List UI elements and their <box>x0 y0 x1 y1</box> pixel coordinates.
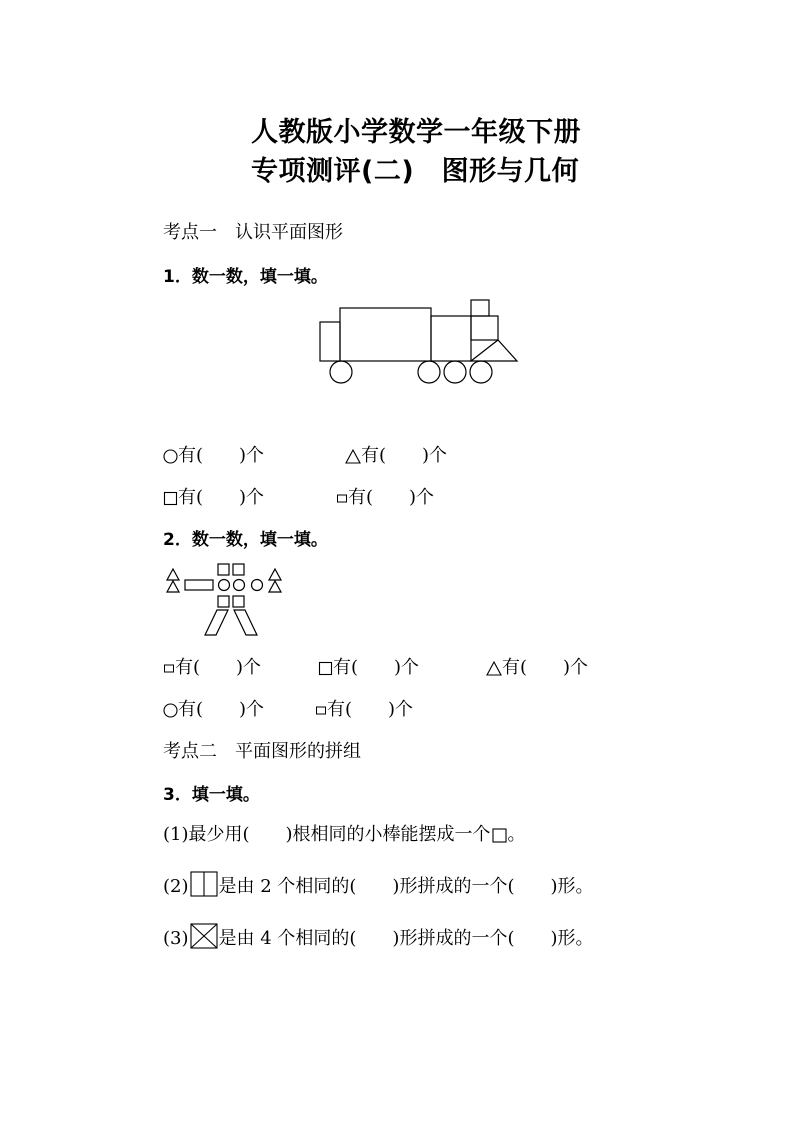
rectangle-icon <box>336 491 348 506</box>
q3-item-3: (3) 是由 4 个相同的( )形拼成的一个( )形。 <box>163 922 593 950</box>
robot-triangle <box>167 581 179 592</box>
q1-answer-triangle: 有( )个 <box>345 441 447 467</box>
train-chimney-square <box>471 300 489 316</box>
q2-answer-circle: 有( )个 <box>163 695 264 721</box>
question-1-heading: 1．数一数，填一填。 <box>163 267 328 287</box>
square-icon <box>163 491 178 506</box>
robot-circle <box>234 580 245 591</box>
circle-icon <box>163 703 178 718</box>
robot-triangle <box>269 581 281 592</box>
square-icon <box>318 661 333 676</box>
rectangle-icon <box>163 661 175 676</box>
square-icon <box>491 827 508 844</box>
circle-icon <box>163 449 178 464</box>
train-wheel-circle <box>444 361 466 383</box>
robot-square <box>233 564 244 575</box>
robot-square <box>218 564 229 575</box>
train-body-rectangle <box>340 308 431 361</box>
robot-circle <box>219 580 230 591</box>
triangle-icon <box>345 449 361 464</box>
train-front-rectangle <box>471 316 498 340</box>
q1-answer-square: 有( )个 <box>163 483 264 509</box>
section-heading-2: 考点二 平面图形的拼组 <box>163 741 361 762</box>
train-figure <box>300 295 530 395</box>
train-wheel-circle <box>330 361 352 383</box>
q2-answer-triangle: 有( )个 <box>486 653 588 679</box>
q3-item-1: (1)最少用( )根相同的小棒能摆成一个 。 <box>163 824 526 845</box>
parallelogram-icon <box>315 703 327 718</box>
train-cabin-square <box>431 316 471 361</box>
robot-circle <box>252 580 263 591</box>
q1-answer-circle: 有( )个 <box>163 441 264 467</box>
section-heading-1: 考点一 认识平面图形 <box>163 222 343 243</box>
train-back-rectangle <box>320 322 340 361</box>
train-triangle <box>471 340 517 361</box>
two-rectangles-square-icon <box>189 870 219 898</box>
robot-rectangle <box>185 580 213 590</box>
robot-parallelogram <box>234 610 257 635</box>
robot-square <box>218 596 229 607</box>
q2-answer-square: 有( )个 <box>318 653 419 679</box>
page-title-line1: 人教版小学数学一年级下册 <box>251 117 581 148</box>
q2-answer-rectangle: 有( )个 <box>163 653 261 679</box>
train-wheel-circle <box>418 361 440 383</box>
robot-figure <box>160 560 290 640</box>
triangle-icon <box>486 661 502 676</box>
question-2-heading: 2．数一数，填一填。 <box>163 530 328 550</box>
q3-item-2: (2) 是由 2 个相同的( )形拼成的一个( )形。 <box>163 870 593 898</box>
robot-square <box>233 596 244 607</box>
four-triangles-square-icon <box>189 922 219 950</box>
q2-answer-parallelogram: 有( )个 <box>315 695 413 721</box>
robot-triangle <box>167 569 179 580</box>
page-title-line2: 专项测评(二) 图形与几何 <box>251 156 580 187</box>
train-wheel-circle <box>470 361 492 383</box>
robot-triangle <box>269 569 281 580</box>
robot-parallelogram <box>205 610 228 635</box>
q1-answer-rectangle: 有( )个 <box>336 483 434 509</box>
question-3-heading: 3．填一填。 <box>163 785 260 805</box>
